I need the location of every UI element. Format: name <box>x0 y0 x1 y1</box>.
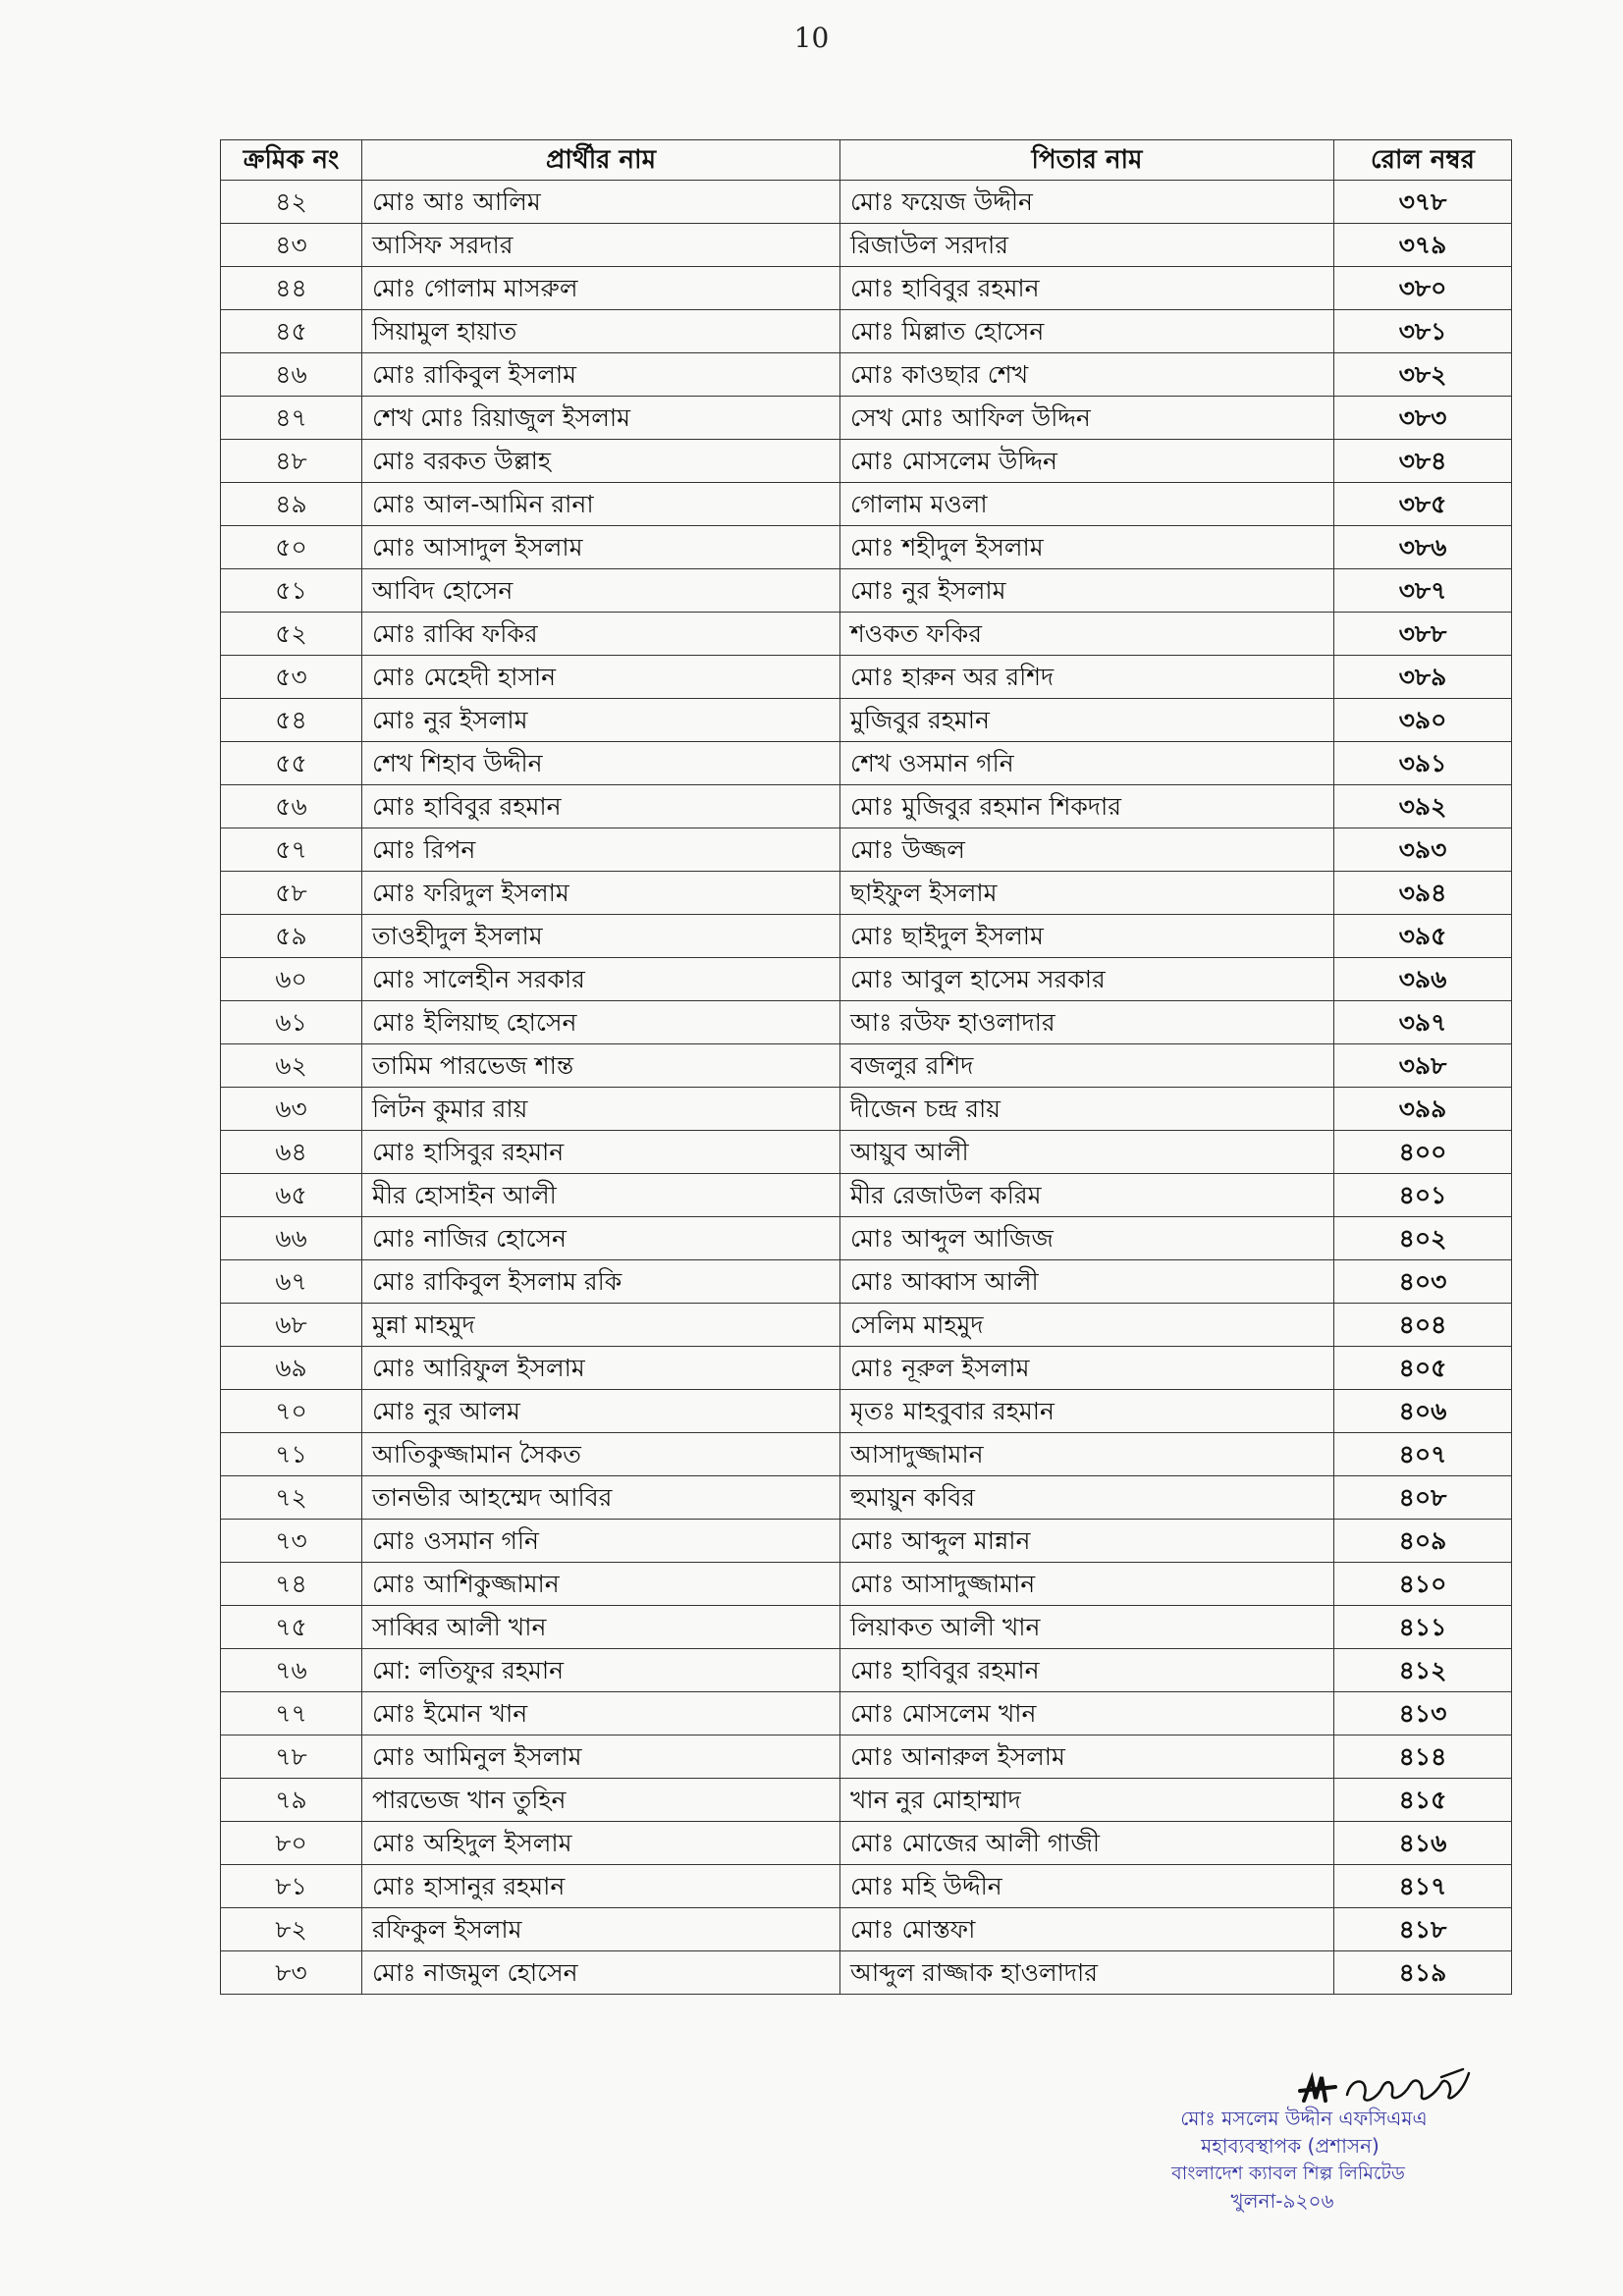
serial-cell: ৬৮ <box>221 1304 362 1347</box>
roll-number-cell: ৪১৮ <box>1334 1908 1512 1951</box>
header-serial: ক্রমিক নং <box>221 140 362 181</box>
candidate-name-cell: মোঃ আমিনুল ইসলাম <box>362 1735 840 1779</box>
roll-number-cell: ৪১৩ <box>1334 1692 1512 1735</box>
father-name-cell: মোঃ মোসলেম উদ্দিন <box>840 440 1334 483</box>
table-row <box>221 526 1512 569</box>
roll-number-cell: ৪১০ <box>1334 1563 1512 1606</box>
serial-cell: ৬৭ <box>221 1260 362 1304</box>
serial-cell: ৫৩ <box>221 656 362 699</box>
serial-cell: ৫২ <box>221 613 362 656</box>
candidate-name-cell: শেখ মোঃ রিয়াজুল ইসলাম <box>362 397 840 440</box>
roll-number-cell: ৩৯৬ <box>1334 958 1512 1001</box>
father-name-cell: মোঃ হারুন অর রশিদ <box>840 656 1334 699</box>
serial-cell: ৬৩ <box>221 1088 362 1131</box>
table-row <box>221 1822 1512 1865</box>
father-name-cell: হুমায়ুন কবির <box>840 1476 1334 1520</box>
table-row <box>221 1131 1512 1174</box>
table-row <box>221 915 1512 958</box>
roll-number-cell: ৩৯৪ <box>1334 872 1512 915</box>
table-row <box>221 1174 1512 1217</box>
roll-number-cell: ৪০৩ <box>1334 1260 1512 1304</box>
header-candidate-name: প্রার্থীর নাম <box>362 140 840 181</box>
header-roll-number: রোল নম্বর <box>1334 140 1512 181</box>
serial-cell: ৪৪ <box>221 267 362 310</box>
candidate-name-cell: মোঃ গোলাম মাসরুল <box>362 267 840 310</box>
table-row <box>221 310 1512 353</box>
roll-number-cell: ৪০০ <box>1334 1131 1512 1174</box>
signatory-designation: মহাব্যবস্থাপক (প্রশাসন) <box>1201 2134 1380 2158</box>
father-name-cell: মোঃ আব্দুল মান্নান <box>840 1520 1334 1563</box>
roll-number-cell: ৪১৯ <box>1334 1951 1512 1995</box>
serial-cell: ৬৪ <box>221 1131 362 1174</box>
signatory-name: মোঃ মসলেম উদ্দীন এফসিএমএ <box>1180 2107 1428 2130</box>
serial-cell: ৮৩ <box>221 1951 362 1995</box>
serial-cell: ৬৬ <box>221 1217 362 1260</box>
father-name-cell: আয়ুব আলী <box>840 1131 1334 1174</box>
roll-number-cell: ৩৮৩ <box>1334 397 1512 440</box>
roll-number-cell: ৪০৪ <box>1334 1304 1512 1347</box>
father-name-cell: মোঃ আব্বাস আলী <box>840 1260 1334 1304</box>
roll-number-cell: ৩৯৫ <box>1334 915 1512 958</box>
serial-cell: ৫০ <box>221 526 362 569</box>
table-row <box>221 181 1512 224</box>
table-row <box>221 1520 1512 1563</box>
table-row <box>221 483 1512 526</box>
serial-cell: ৮১ <box>221 1865 362 1908</box>
candidate-name-cell: মোঃ নুর আলম <box>362 1390 840 1433</box>
roll-number-cell: ৪০৮ <box>1334 1476 1512 1520</box>
serial-cell: ৪৭ <box>221 397 362 440</box>
serial-cell: ৪৯ <box>221 483 362 526</box>
roll-number-cell: ৩৮৮ <box>1334 613 1512 656</box>
candidate-name-cell: আবিদ হোসেন <box>362 569 840 613</box>
serial-cell: ৪৫ <box>221 310 362 353</box>
candidate-name-cell: মুন্না মাহমুদ <box>362 1304 840 1347</box>
table-row <box>221 440 1512 483</box>
serial-cell: ৬৫ <box>221 1174 362 1217</box>
serial-cell: ৭৬ <box>221 1649 362 1692</box>
father-name-cell: মোঃ মুজিবুর রহমান শিকদার <box>840 785 1334 828</box>
roll-number-cell: ৩৯৭ <box>1334 1001 1512 1044</box>
roll-number-cell: ৩৮০ <box>1334 267 1512 310</box>
candidate-name-cell: মোঃ রিপন <box>362 828 840 872</box>
candidate-name-cell: মোঃ ইমোন খান <box>362 1692 840 1735</box>
roll-number-cell: ৪০১ <box>1334 1174 1512 1217</box>
father-name-cell: রিজাউল সরদার <box>840 224 1334 267</box>
father-name-cell: আসাদুজ্জামান <box>840 1433 1334 1476</box>
roll-number-cell: ৩৮১ <box>1334 310 1512 353</box>
candidate-name-cell: পারভেজ খান তুহিন <box>362 1779 840 1822</box>
page-number: 10 <box>793 22 830 54</box>
father-name-cell: শওকত ফকির <box>840 613 1334 656</box>
serial-cell: ৫১ <box>221 569 362 613</box>
candidate-name-cell: রফিকুল ইসলাম <box>362 1908 840 1951</box>
serial-cell: ৭৮ <box>221 1735 362 1779</box>
roll-number-cell: ৩৮৯ <box>1334 656 1512 699</box>
table-row <box>221 1649 1512 1692</box>
table-row <box>221 1951 1512 1995</box>
candidate-name-cell: মোঃ হাসানুর রহমান <box>362 1865 840 1908</box>
father-name-cell: মোঃ হাবিবুর রহমান <box>840 267 1334 310</box>
candidate-name-cell: মোঃ নাজির হোসেন <box>362 1217 840 1260</box>
table-row <box>221 699 1512 742</box>
table-row <box>221 1347 1512 1390</box>
table-row <box>221 785 1512 828</box>
father-name-cell: মোঃ নুর ইসলাম <box>840 569 1334 613</box>
candidate-name-cell: মোঃ নাজমুল হোসেন <box>362 1951 840 1995</box>
father-name-cell: মীর রেজাউল করিম <box>840 1174 1334 1217</box>
father-name-cell: মোঃ কাওছার শেখ <box>840 353 1334 397</box>
table-row <box>221 353 1512 397</box>
table-row <box>221 1606 1512 1649</box>
candidate-name-cell: মোঃ আশিকুজ্জামান <box>362 1563 840 1606</box>
father-name-cell: মোঃ ছাইদুল ইসলাম <box>840 915 1334 958</box>
father-name-cell: মোঃ মিল্লাত হোসেন <box>840 310 1334 353</box>
candidate-name-cell: মো: লতিফুর রহমান <box>362 1649 840 1692</box>
serial-cell: ৭৫ <box>221 1606 362 1649</box>
serial-cell: ৮০ <box>221 1822 362 1865</box>
table-row <box>221 872 1512 915</box>
father-name-cell: মোঃ আনারুল ইসলাম <box>840 1735 1334 1779</box>
roll-number-cell: ৪১৪ <box>1334 1735 1512 1779</box>
roll-number-cell: ৩৮৪ <box>1334 440 1512 483</box>
header-father-name: পিতার নাম <box>840 140 1334 181</box>
father-name-cell: সেখ মোঃ আফিল উদ্দিন <box>840 397 1334 440</box>
serial-cell: ৫৭ <box>221 828 362 872</box>
candidate-name-cell: শেখ শিহাব উদ্দীন <box>362 742 840 785</box>
father-name-cell: গোলাম মওলা <box>840 483 1334 526</box>
roll-number-cell: ৩৯৯ <box>1334 1088 1512 1131</box>
table-row <box>221 1433 1512 1476</box>
father-name-cell: দীজেন চন্দ্র রায় <box>840 1088 1334 1131</box>
roll-number-cell: ৩৮৫ <box>1334 483 1512 526</box>
table-row <box>221 1044 1512 1088</box>
serial-cell: ৮২ <box>221 1908 362 1951</box>
candidate-name-cell: সাব্বির আলী খান <box>362 1606 840 1649</box>
serial-cell: ৪৩ <box>221 224 362 267</box>
roll-number-cell: ৩৯৩ <box>1334 828 1512 872</box>
roll-number-cell: ৪১২ <box>1334 1649 1512 1692</box>
father-name-cell: মোঃ আবুল হাসেম সরকার <box>840 958 1334 1001</box>
signatory-location: খুলনা-৯২০৬ <box>1230 2189 1334 2213</box>
father-name-cell: মোঃ হাবিবুর রহমান <box>840 1649 1334 1692</box>
father-name-cell: মোঃ আব্দুল আজিজ <box>840 1217 1334 1260</box>
father-name-cell: সেলিম মাহমুদ <box>840 1304 1334 1347</box>
candidate-name-cell: মোঃ সালেহীন সরকার <box>362 958 840 1001</box>
father-name-cell: মোঃ উজ্জল <box>840 828 1334 872</box>
father-name-cell: মোঃ আসাদুজ্জামান <box>840 1563 1334 1606</box>
table-row <box>221 1865 1512 1908</box>
roll-number-cell: ৪০৯ <box>1334 1520 1512 1563</box>
table-row <box>221 1390 1512 1433</box>
candidate-name-cell: মোঃ ইলিয়াছ হোসেন <box>362 1001 840 1044</box>
table-row <box>221 1692 1512 1735</box>
father-name-cell: মোঃ নূরুল ইসলাম <box>840 1347 1334 1390</box>
table-row <box>221 1563 1512 1606</box>
table-row <box>221 742 1512 785</box>
table-row <box>221 1779 1512 1822</box>
table-row <box>221 1001 1512 1044</box>
roll-number-cell: ৪১১ <box>1334 1606 1512 1649</box>
roll-number-cell: ৪১৫ <box>1334 1779 1512 1822</box>
serial-cell: ৫৬ <box>221 785 362 828</box>
candidate-name-cell: আতিকুজ্জামান সৈকত <box>362 1433 840 1476</box>
candidate-name-cell: মীর হোসাইন আলী <box>362 1174 840 1217</box>
father-name-cell: বজলুর রশিদ <box>840 1044 1334 1088</box>
serial-cell: ৭৩ <box>221 1520 362 1563</box>
serial-cell: ৬২ <box>221 1044 362 1088</box>
roll-number-cell: ৪০২ <box>1334 1217 1512 1260</box>
candidate-name-cell: তাওহীদুল ইসলাম <box>362 915 840 958</box>
table-row <box>221 397 1512 440</box>
table-row <box>221 1304 1512 1347</box>
roll-number-cell: ৩৮২ <box>1334 353 1512 397</box>
candidate-name-cell: মোঃ রাকিবুল ইসলাম রকি <box>362 1260 840 1304</box>
serial-cell: ৭০ <box>221 1390 362 1433</box>
candidate-name-cell: মোঃ রাকিবুল ইসলাম <box>362 353 840 397</box>
table-row <box>221 656 1512 699</box>
father-name-cell: লিয়াকত আলী খান <box>840 1606 1334 1649</box>
serial-cell: ৪২ <box>221 181 362 224</box>
serial-cell: ৬১ <box>221 1001 362 1044</box>
father-name-cell: মুজিবুর রহমান <box>840 699 1334 742</box>
father-name-cell: মোঃ শহীদুল ইসলাম <box>840 526 1334 569</box>
table-body <box>221 181 1512 1995</box>
roll-number-cell: ৩৯০ <box>1334 699 1512 742</box>
signature-block <box>1129 2061 1522 2258</box>
candidate-name-cell: সিয়ামুল হায়াত <box>362 310 840 353</box>
father-name-cell: মোঃ মোস্তফা <box>840 1908 1334 1951</box>
candidate-name-cell: মোঃ হাবিবুর রহমান <box>362 785 840 828</box>
roll-number-cell: ৪০৬ <box>1334 1390 1512 1433</box>
serial-cell: ৫৮ <box>221 872 362 915</box>
candidate-name-cell: মোঃ আল-আমিন রানা <box>362 483 840 526</box>
candidate-name-cell: মোঃ ফরিদুল ইসলাম <box>362 872 840 915</box>
table-row <box>221 1908 1512 1951</box>
father-name-cell: মোঃ মহি উদ্দীন <box>840 1865 1334 1908</box>
candidate-name-cell: তানভীর আহম্মেদ আবির <box>362 1476 840 1520</box>
table-row <box>221 828 1512 872</box>
father-name-cell: মোঃ মোজের আলী গাজী <box>840 1822 1334 1865</box>
roll-number-cell: ৩৭৮ <box>1334 181 1512 224</box>
candidate-name-cell: মোঃ ওসমান গনি <box>362 1520 840 1563</box>
serial-cell: ৭৯ <box>221 1779 362 1822</box>
table-row <box>221 1088 1512 1131</box>
roll-number-cell: ৪১৬ <box>1334 1822 1512 1865</box>
candidate-name-cell: মোঃ নুর ইসলাম <box>362 699 840 742</box>
father-name-cell: মোঃ মোসলেম খান <box>840 1692 1334 1735</box>
candidate-name-cell: মোঃ আরিফুল ইসলাম <box>362 1347 840 1390</box>
candidate-table <box>220 139 1512 1995</box>
serial-cell: ৫৫ <box>221 742 362 785</box>
table-row <box>221 267 1512 310</box>
roll-number-cell: ৩৯১ <box>1334 742 1512 785</box>
candidate-name-cell: মোঃ অহিদুল ইসলাম <box>362 1822 840 1865</box>
table-row <box>221 1735 1512 1779</box>
signatory-company: বাংলাদেশ ক্যাবল শিল্প লিমিটেড <box>1171 2163 1405 2184</box>
roll-number-cell: ৩৮৬ <box>1334 526 1512 569</box>
father-name-cell: মোঃ ফয়েজ উদ্দীন <box>840 181 1334 224</box>
serial-cell: ৫৪ <box>221 699 362 742</box>
father-name-cell: খান নুর মোহাম্মাদ <box>840 1779 1334 1822</box>
table-row <box>221 1217 1512 1260</box>
candidate-name-cell: মোঃ মেহেদী হাসান <box>362 656 840 699</box>
serial-cell: ৭৭ <box>221 1692 362 1735</box>
serial-cell: ৬৯ <box>221 1347 362 1390</box>
roll-number-cell: ৪০৫ <box>1334 1347 1512 1390</box>
table-header-row <box>221 140 1512 181</box>
serial-cell: ৭১ <box>221 1433 362 1476</box>
serial-cell: ৪৬ <box>221 353 362 397</box>
father-name-cell: আব্দুল রাজ্জাক হাওলাদার <box>840 1951 1334 1995</box>
roll-number-cell: ৪১৭ <box>1334 1865 1512 1908</box>
serial-cell: ৫৯ <box>221 915 362 958</box>
serial-cell: ৭২ <box>221 1476 362 1520</box>
serial-cell: ৬০ <box>221 958 362 1001</box>
serial-cell: ৭৪ <box>221 1563 362 1606</box>
table-row <box>221 1260 1512 1304</box>
father-name-cell: আঃ রউফ হাওলাদার <box>840 1001 1334 1044</box>
table-row <box>221 1476 1512 1520</box>
candidate-name-cell: আসিফ সরদার <box>362 224 840 267</box>
roll-number-cell: ৪০৭ <box>1334 1433 1512 1476</box>
roll-number-cell: ৩৮৭ <box>1334 569 1512 613</box>
father-name-cell: শেখ ওসমান গনি <box>840 742 1334 785</box>
candidate-name-cell: মোঃ হাসিবুর রহমান <box>362 1131 840 1174</box>
candidate-name-cell: মোঃ আসাদুল ইসলাম <box>362 526 840 569</box>
candidate-name-cell: মোঃ রাব্বি ফকির <box>362 613 840 656</box>
table-row <box>221 224 1512 267</box>
roll-number-cell: ৩৭৯ <box>1334 224 1512 267</box>
serial-cell: ৪৮ <box>221 440 362 483</box>
father-name-cell: ছাইফুল ইসলাম <box>840 872 1334 915</box>
roll-number-cell: ৩৯৮ <box>1334 1044 1512 1088</box>
table-row <box>221 958 1512 1001</box>
table-row <box>221 613 1512 656</box>
father-name-cell: মৃতঃ মাহবুবার রহমান <box>840 1390 1334 1433</box>
candidate-name-cell: তামিম পারভেজ শান্ত <box>362 1044 840 1088</box>
table-row <box>221 569 1512 613</box>
candidate-name-cell: মোঃ বরকত উল্লাহ <box>362 440 840 483</box>
roll-number-cell: ৩৯২ <box>1334 785 1512 828</box>
candidate-name-cell: মোঃ আঃ আলিম <box>362 181 840 224</box>
candidate-name-cell: লিটন কুমার রায় <box>362 1088 840 1131</box>
